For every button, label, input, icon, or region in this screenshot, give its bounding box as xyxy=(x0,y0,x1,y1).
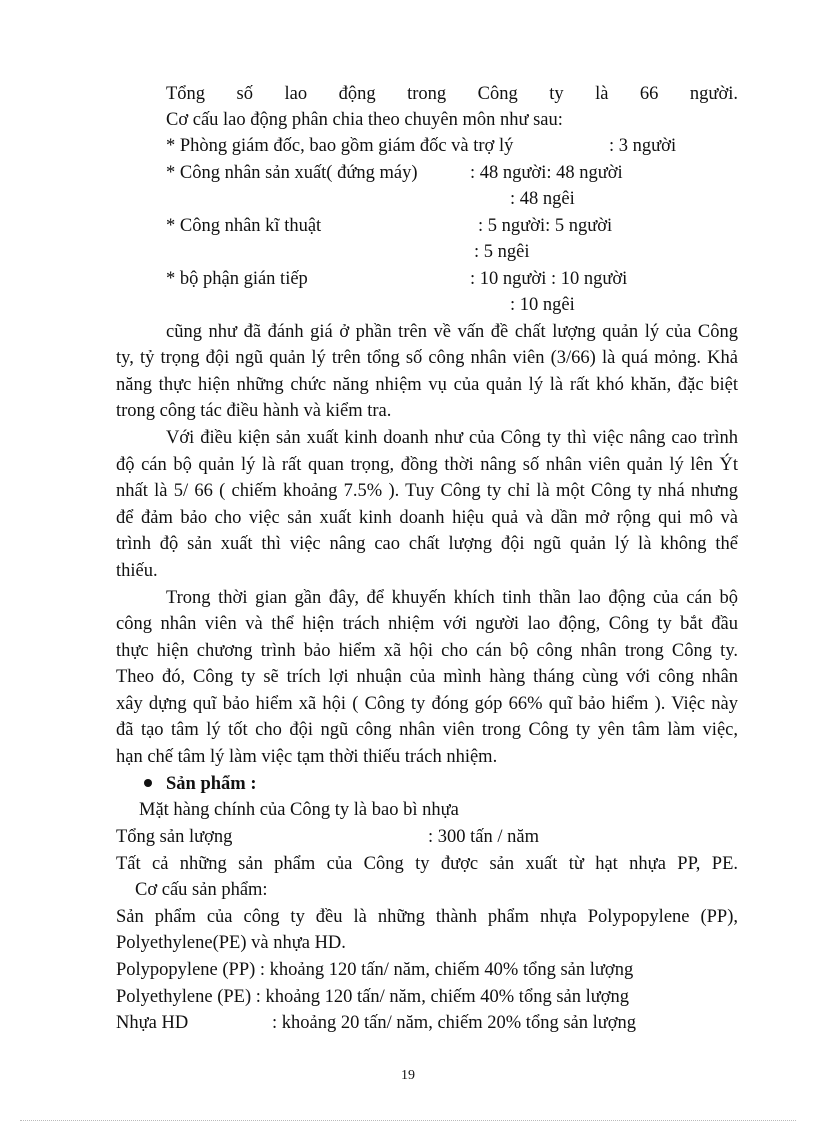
text-line: Mặt hàng chính của Công ty là bao bì nhựa xyxy=(139,800,459,820)
list-item-value: : 10 ngêi xyxy=(510,295,575,315)
text-line: Sản phẩm của công ty đều là những thành phẩm nhựa Polypopylene (PP), xyxy=(116,907,738,927)
text-line: Tổng sản lượng xyxy=(116,827,233,847)
text-line: thực hiện chương trình bảo hiểm xã hội cho cán bộ công nhân trong Công ty. xyxy=(116,641,738,661)
list-item-value: : 5 ngêi xyxy=(474,242,530,262)
text-line: Trong thời gian gần đây, để khuyến khích tinh thần lao động của cán bộ xyxy=(166,588,738,608)
list-item: * bộ phận gián tiếp xyxy=(166,269,308,289)
list-item-value: : 5 người: 5 người xyxy=(478,216,613,236)
text-line: đã tạo tâm lý tốt cho đội ngũ công nhân viên trong Công ty yên tâm làm việc, xyxy=(116,720,738,740)
text-line-value: : khoảng 20 tấn/ năm, chiếm 20% tổng sản lượng xyxy=(272,1013,637,1033)
list-item-value: : 10 người : 10 người xyxy=(470,269,628,289)
text-line: thiếu. xyxy=(116,561,158,581)
text-line: nhất là 5/ 66 ( chiếm khoảng 7.5% ). Tuy Công ty chỉ là một Công ty nhá nhưng xyxy=(116,481,738,501)
text-line-value: : 300 tấn / năm xyxy=(428,827,539,847)
text-line: Polypopylene (PP) : khoảng 120 tấn/ năm, chiếm 40% tổng sản lượng xyxy=(116,960,634,980)
text-line: công nhân viên và thể hiện trách nhiệm với người lao động, Công ty bắt đầu xyxy=(116,614,738,634)
text-line: độ cán bộ quản lý là rất quan trọng, đồng thời nâng số nhân viên quản lý lên Ýt xyxy=(116,455,738,475)
text-line: Theo đó, Công ty sẽ trích lợi nhuận của mình hàng tháng cùng với công nhân xyxy=(116,667,738,687)
text-line: cũng như đã đánh giá ở phần trên về vấn đề chất lượng quản lý của Công xyxy=(166,322,738,342)
list-item-value: : 3 người xyxy=(609,136,677,156)
text-line: Polyethylene (PE) : khoảng 120 tấn/ năm, chiếm 40% tổng sản lượng xyxy=(116,987,630,1007)
text-line: để đảm bảo cho việc sản xuất kinh doanh hiệu quả và dần mở rộng qui mô và xyxy=(116,508,738,528)
text-line: Tổng số lao động trong Công ty là 66 người. xyxy=(166,84,738,104)
text-line: Polyethylene(PE) và nhựa HD. xyxy=(116,933,346,953)
list-item: * Công nhân kĩ thuật xyxy=(166,216,322,236)
footer-divider xyxy=(20,1120,796,1121)
list-item: * Phòng giám đốc, bao gồm giám đốc và trợ lý xyxy=(166,136,514,156)
list-item-value: : 48 người: 48 người xyxy=(470,163,623,183)
text-line: Tất cả những sản phẩm của Công ty được sản xuất từ hạt nhựa PP, PE. xyxy=(116,854,738,874)
page-number: 19 xyxy=(401,1068,415,1083)
section-heading: Sản phẩm : xyxy=(166,774,257,794)
text-line: Cơ cấu sản phẩm: xyxy=(135,880,268,900)
text-line: trình độ sản xuất thì việc nâng cao chất lượng đội ngũ quản lý là không thể xyxy=(116,534,738,554)
text-line: Nhựa HD xyxy=(116,1013,189,1033)
bullet-icon xyxy=(144,779,152,787)
list-item: * Công nhân sản xuất( đứng máy) xyxy=(166,163,418,183)
text-line: ty, tỷ trọng đội ngũ quản lý trên tổng số công nhân viên (3/66) là quá mỏng. Khả xyxy=(116,348,738,368)
text-line: hạn chế tâm lý làm việc tạm thời thiếu trách nhiệm. xyxy=(116,747,498,767)
text-line: Với điều kiện sản xuất kinh doanh như của Công ty thì việc nâng cao trình xyxy=(166,428,738,448)
text-line: năng thực hiện những chức năng nhiệm vụ của quản lý là rất khó khăn, đặc biệt xyxy=(116,375,738,395)
text-line: Cơ cấu lao động phân chia theo chuyên môn như sau: xyxy=(166,110,563,130)
text-line: trong công tác điều hành và kiểm tra. xyxy=(116,401,392,421)
text-line: xây dựng quĩ bảo hiểm xã hội ( Công ty đóng góp 66% quĩ bảo hiểm ). Việc này xyxy=(116,694,738,714)
list-item-value: : 48 ngêi xyxy=(510,189,575,209)
